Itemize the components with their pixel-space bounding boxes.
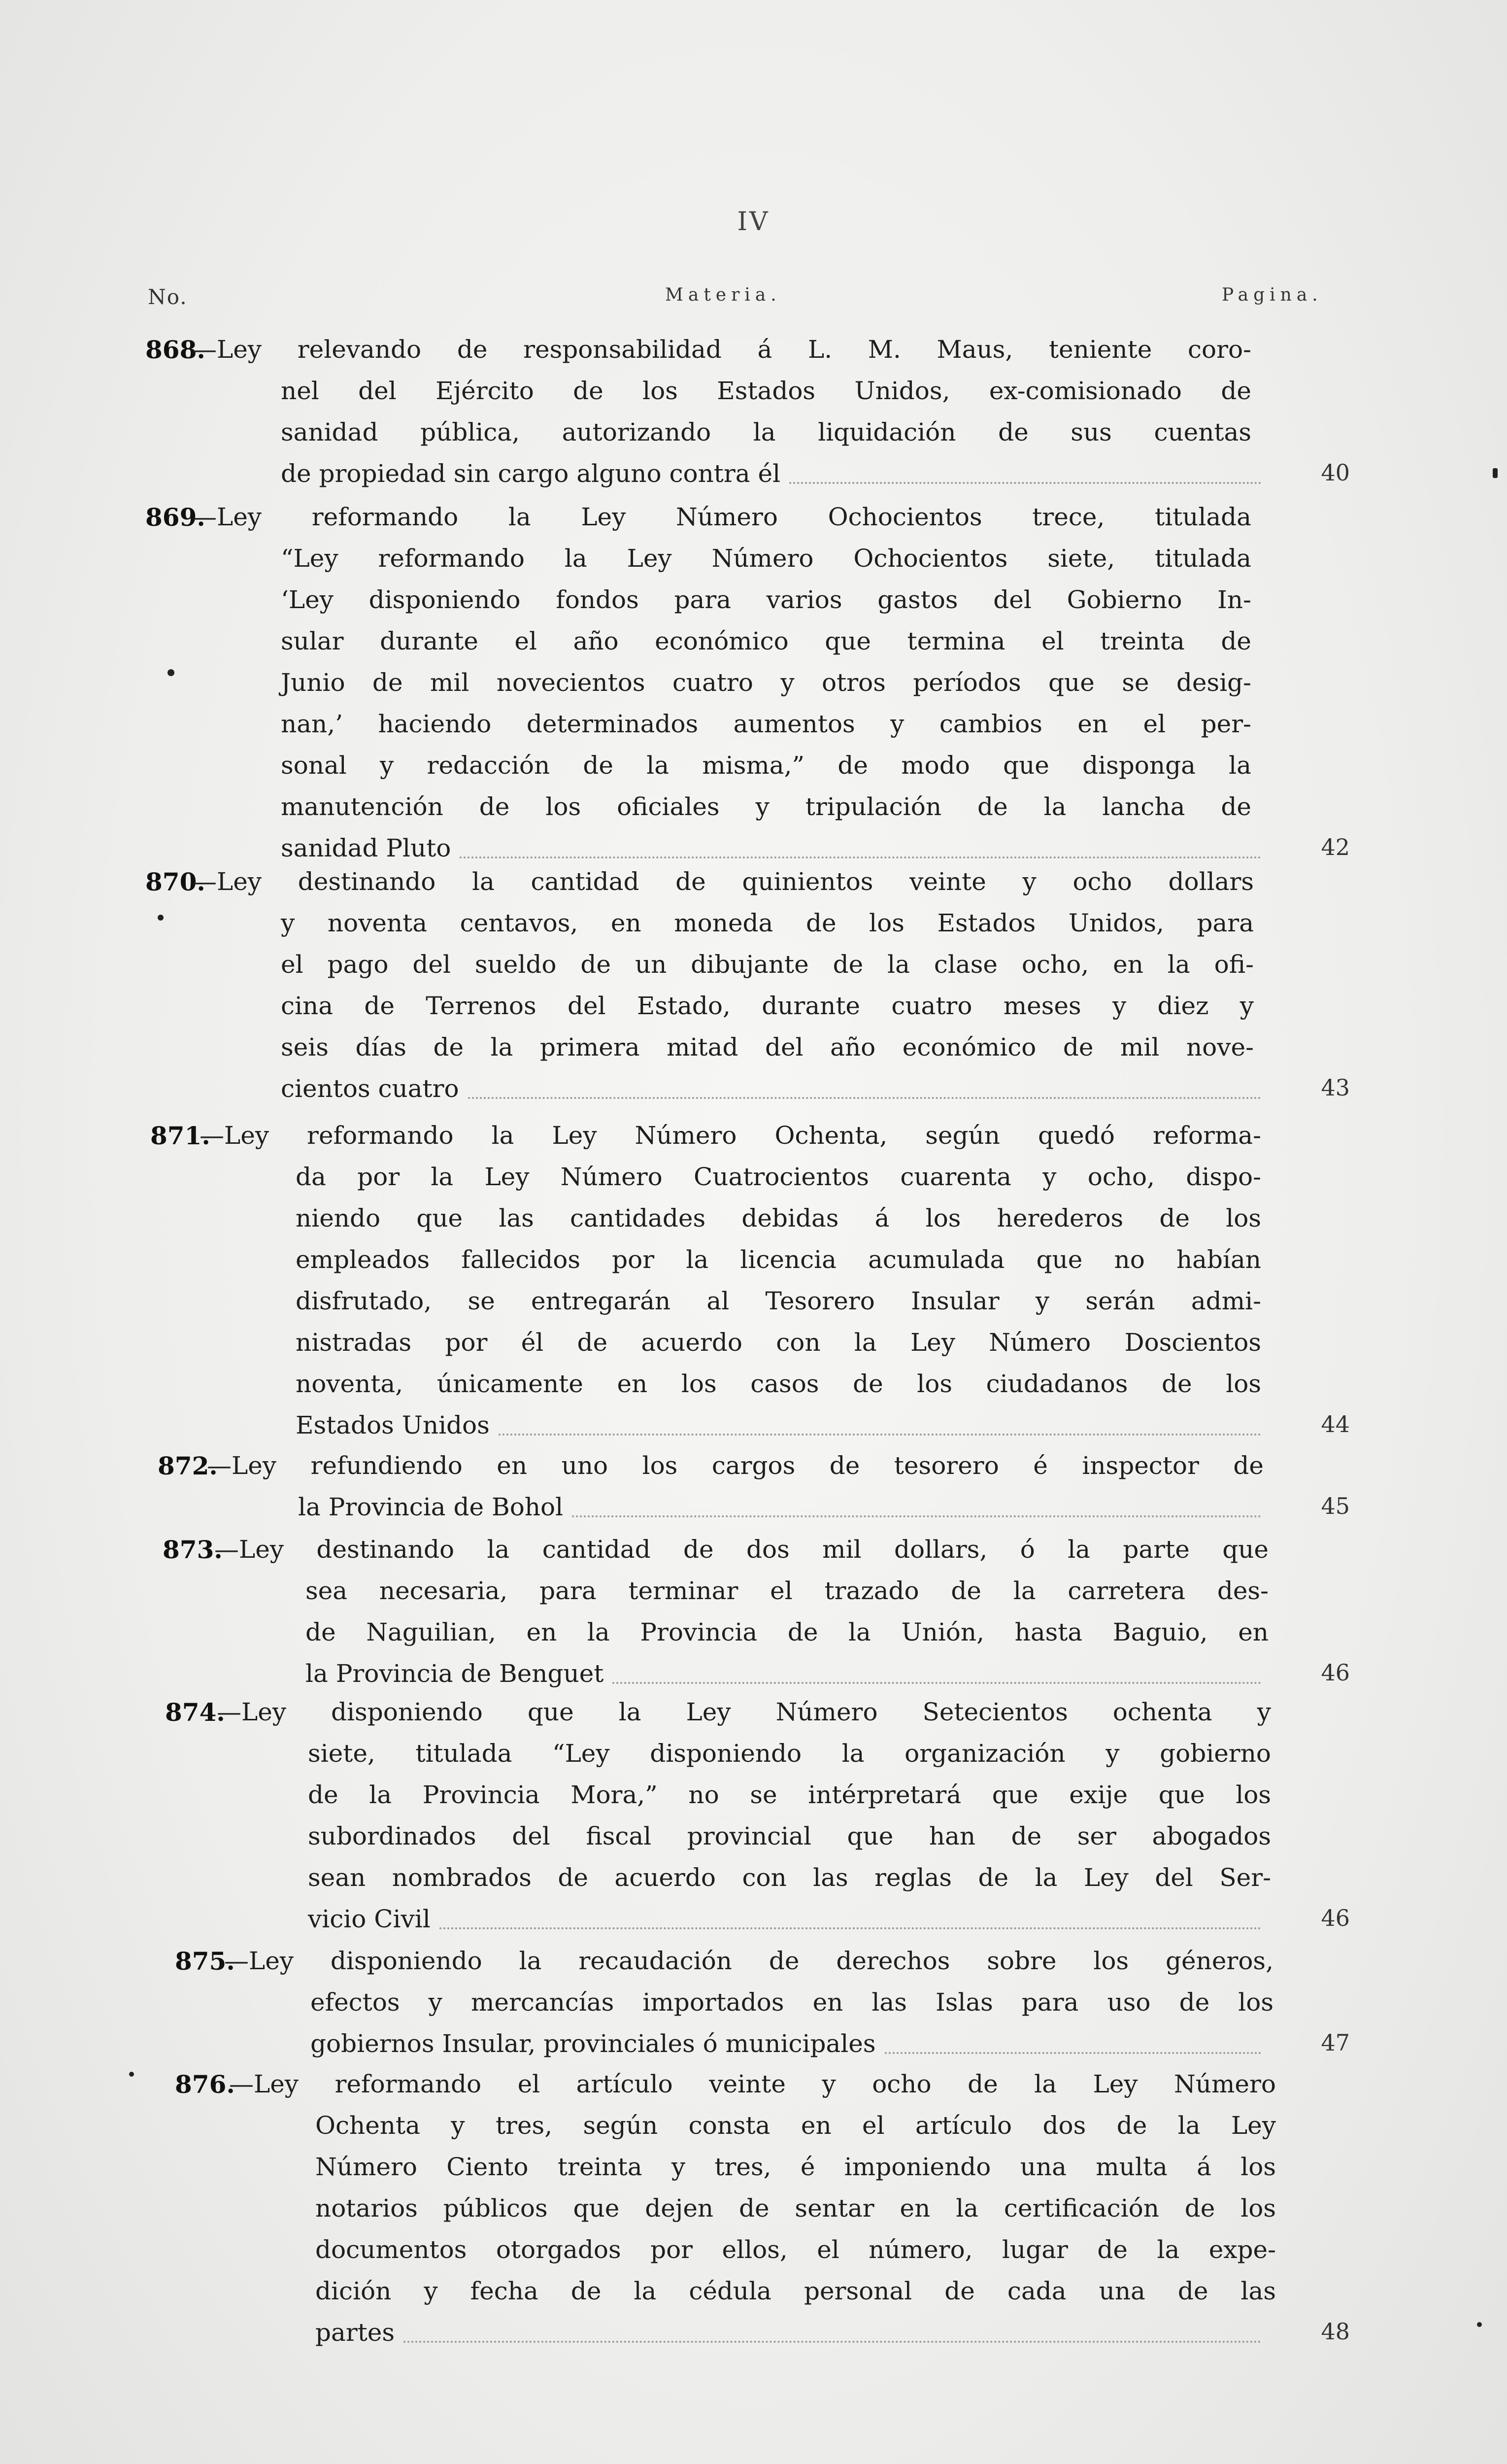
ink-speck: [1477, 2322, 1482, 2327]
entry-number: 868.: [145, 335, 205, 364]
entry-first-line: —Ley reformando la Ley Número Ochocientos trece, titulada: [192, 503, 1251, 531]
entry-line: subordinados del fiscal provincial que han de ser abogados: [308, 1822, 1271, 1850]
dot-leader: [789, 482, 1261, 484]
ink-speck: [167, 669, 174, 676]
ink-speck: [158, 915, 164, 921]
dot-leader: [439, 1927, 1261, 1929]
entry-number: 875.: [175, 1947, 235, 1976]
entry-page-number: 47: [1321, 2029, 1350, 2056]
entry-page-number: 44: [1321, 1411, 1350, 1437]
entry-line: la Provincia de Benguet: [305, 1659, 604, 1688]
entry-line: documentos otorgados por ellos, el número, lugar de la expe-: [315, 2235, 1276, 2264]
entry-line: siete, titulada “Ley disponiendo la organización y gobierno: [308, 1739, 1271, 1768]
entry-number: 873.: [163, 1535, 223, 1564]
entry-number: 876.: [175, 2070, 235, 2099]
entry-number: 870.: [145, 867, 205, 896]
dot-leader: [572, 1515, 1261, 1517]
entry-line: la Provincia de Bohol: [298, 1493, 564, 1521]
entry-line: y noventa centavos, en moneda de los Estados Unidos, para: [281, 909, 1254, 937]
entry-page-number: 48: [1321, 2318, 1350, 2345]
entry-line: sonal y redacción de la misma,” de modo que disponga la: [281, 751, 1251, 780]
entry-line: noventa, únicamente en los casos de los ciudadanos de los: [296, 1369, 1261, 1398]
dot-leader: [612, 1682, 1261, 1684]
ink-speck: [1493, 468, 1498, 478]
entry-line: sular durante el año económico que termina el treinta de: [281, 627, 1251, 655]
column-header-no: No.: [148, 285, 188, 309]
dot-leader: [403, 2341, 1261, 2343]
entry-line: Ochenta y tres, según consta en el artículo dos de la Ley: [315, 2111, 1276, 2140]
column-header-materia: Materia.: [665, 285, 781, 305]
entry-page-number: 45: [1321, 1493, 1350, 1519]
entry-page-number: 42: [1321, 834, 1350, 860]
entry-line: niendo que las cantidades debidas á los herederos de los: [296, 1204, 1261, 1232]
entry-line: el pago del sueldo de un dibujante de la clase ocho, en la ofi-: [281, 950, 1254, 979]
entry-first-line: —Ley disponiendo la recaudación de derechos sobre los géneros,: [224, 1947, 1273, 1975]
entry-line: empleados fallecidos por la licencia acumulada que no habían: [296, 1245, 1261, 1274]
entry-line: cientos cuatro: [281, 1074, 459, 1103]
entry-page-number: 46: [1321, 1659, 1350, 1686]
entry-line: sean nombrados de acuerdo con las reglas de la Ley del Ser-: [308, 1863, 1271, 1892]
entry-line: sanidad pública, autorizando la liquidación de sus cuentas: [281, 418, 1251, 446]
entry-page-number: 43: [1321, 1074, 1350, 1101]
entry-line: sanidad Pluto: [281, 834, 451, 862]
entry-line: seis días de la primera mitad del año económico de mil nove-: [281, 1033, 1254, 1061]
entry-first-line: —Ley disponiendo que la Ley Número Setecientos ochenta y: [217, 1698, 1271, 1726]
entry-line: vicio Civil: [308, 1905, 431, 1933]
ink-speck: [129, 2072, 134, 2077]
dot-leader: [885, 2052, 1261, 2054]
entry-page-number: 46: [1321, 1905, 1350, 1931]
entry-number: 872.: [158, 1451, 218, 1480]
entry-first-line: —Ley destinando la cantidad de dos mil dollars, ó la parte que: [214, 1535, 1269, 1564]
entry-first-line: —Ley reformando la Ley Número Ochenta, según quedó reforma-: [200, 1121, 1261, 1150]
page-number: IV: [737, 207, 770, 237]
entry-line: “Ley reformando la Ley Número Ochocientos siete, titulada: [281, 544, 1251, 573]
entry-first-line: —Ley destinando la cantidad de quinientos veinte y ocho dollars: [192, 867, 1254, 896]
entry-line: dición y fecha de la cédula personal de cada una de las: [315, 2277, 1276, 2305]
entry-line: da por la Ley Número Cuatrocientos cuarenta y ocho, dispo-: [296, 1163, 1261, 1191]
entry-line: nistradas por él de acuerdo con la Ley Número Doscientos: [296, 1328, 1261, 1357]
entry-line: sea necesaria, para terminar el trazado de la carretera des-: [305, 1576, 1269, 1605]
dot-leader: [468, 1097, 1261, 1099]
column-header-pagina: Pagina.: [1222, 285, 1323, 305]
entry-line: manutención de los oficiales y tripulación de la lancha de: [281, 792, 1251, 821]
entry-first-line: —Ley reformando el artículo veinte y ocho de la Ley Número: [229, 2070, 1276, 2098]
dot-leader: [460, 856, 1261, 858]
entry-number: 869.: [145, 503, 205, 532]
entry-line: Estados Unidos: [296, 1411, 490, 1439]
entry-line: cina de Terrenos del Estado, durante cuatro meses y diez y: [281, 992, 1254, 1020]
entry-first-line: —Ley relevando de responsabilidad á L. M. Maus, teniente coro-: [192, 335, 1251, 364]
entry-line: gobiernos Insular, provinciales ó municipales: [310, 2029, 876, 2058]
entry-page-number: 40: [1321, 459, 1350, 486]
entry-line: de la Provincia Mora,” no se intérpretará que exije que los: [308, 1780, 1271, 1809]
dot-leader: [499, 1434, 1261, 1436]
entry-line: nan,’ haciendo determinados aumentos y cambios en el per-: [281, 710, 1251, 738]
entry-line: de propiedad sin cargo alguno contra él: [281, 459, 781, 488]
entry-line: efectos y mercancías importados en las Islas para uso de los: [310, 1988, 1273, 2017]
entry-number: 871.: [150, 1121, 210, 1150]
entry-line: Junio de mil novecientos cuatro y otros períodos que se desig-: [281, 668, 1251, 697]
entry-line: Número Ciento treinta y tres, é imponiendo una multa á los: [315, 2153, 1276, 2181]
entry-first-line: —Ley refundiendo en uno los cargos de tesorero é inspector de: [207, 1451, 1264, 1480]
entry-line: notarios públicos que dejen de sentar en la certificación de los: [315, 2194, 1276, 2223]
entry-line: disfrutado, se entregarán al Tesorero Insular y serán admi-: [296, 1287, 1261, 1315]
entry-line: nel del Ejército de los Estados Unidos, ex-comisionado de: [281, 376, 1251, 405]
entry-line: ‘Ley disponiendo fondos para varios gastos del Gobierno In-: [281, 585, 1251, 614]
entry-line: de Naguilian, en la Provincia de la Unión, hasta Baguio, en: [305, 1618, 1269, 1646]
entry-number: 874.: [165, 1698, 225, 1727]
entry-line: partes: [315, 2318, 395, 2347]
